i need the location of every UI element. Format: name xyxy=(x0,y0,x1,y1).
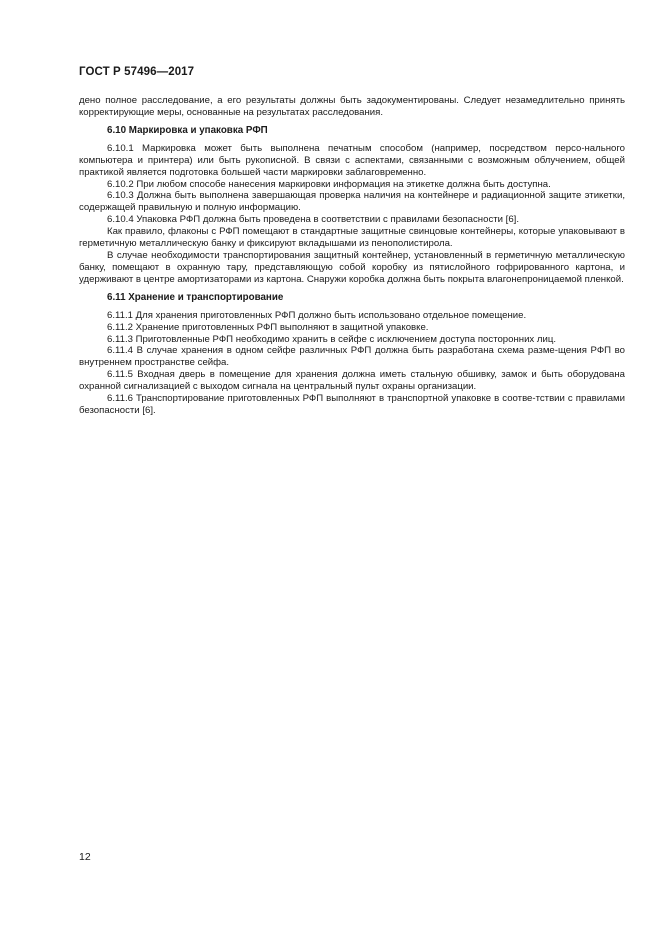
paragraph-6-11-6: 6.11.6 Транспортирование приготовленных РФП выполняют в транспортной упаковке в соотве-тствии с правилами безопасности [6]. xyxy=(79,393,625,416)
paragraph-6-11-4: 6.11.4 В случае хранения в одном сейфе различных РФП должна быть разработана схема разме-щения РФП во внутреннем пространстве сейфа. xyxy=(79,345,625,369)
intro-paragraph: дено полное расследование, а его результаты должны быть задокументированы. Следует незамедлительно принять корректирующие меры, основанные на результатах расследования. xyxy=(79,95,625,118)
page-number: 12 xyxy=(79,851,91,863)
paragraph-6-10-2: 6.10.2 При любом способе нанесения маркировки информация на этикетке должна быть доступна. xyxy=(107,178,551,190)
document-header: ГОСТ Р 57496—2017 xyxy=(79,66,195,78)
section-heading-6-11: 6.11 Хранение и транспортирование xyxy=(107,291,284,303)
paragraph-6-11-2: 6.11.2 Хранение приготовленных РФП выполняют в защитной упаковке. xyxy=(107,321,429,333)
section-heading-6-10: 6.10 Маркировка и упаковка РФП xyxy=(107,124,268,136)
paragraph-6-10-1: 6.10.1 Маркировка может быть выполнена печатным способом (например, посредством персо-нального компьютера и принтера) или быть рукописной. В связи с аспектами, связанными с возможным облучением, общей практикой является подготовка большей части маркировки заблаговременно. xyxy=(79,142,625,178)
paragraph-6-10-3: 6.10.3 Должна быть выполнена завершающая проверка наличия на контейнере и радиационной защите этикетки, содержащей правильную и полную информацию. xyxy=(79,190,625,214)
document-body xyxy=(79,95,625,417)
paragraph-6-11-1: 6.11.1 Для хранения приготовленных РФП должно быть использовано отдельное помещение. xyxy=(107,309,527,321)
paragraph-6-11-5: 6.11.5 Входная дверь в помещение для хранения должна иметь стальную обшивку, замок и быть оборудована охранной сигнализацией с выходом сигнала на центральный пульт охраны организации. xyxy=(79,369,625,393)
paragraph-6-10-4-note-1: Как правило, флаконы с РФП помещают в стандартные защитные свинцовые контейнеры, которые упаковывают в герметичную металлическую банку и фиксируют вкладышами из пенополистирола. xyxy=(79,226,625,250)
paragraph-6-10-4-note-2: В случае необходимости транспортирования защитный контейнер, установленный в герметичную металлическую банку, помещают в охранную тару, представляющую собой коробку из пятислойного гофрированного картона, и удерживают в центре амортизаторами из картона. Снаружи коробка должна быть покрыта влагонепроницаемой пленкой. xyxy=(79,249,625,285)
paragraph-6-11-3: 6.11.3 Приготовленные РФП необходимо хранить в сейфе с исключением доступа посторонних лиц. xyxy=(107,333,557,345)
paragraph-6-10-4: 6.10.4 Упаковка РФП должна быть проведена в соответствии с правилами безопасности [6]. xyxy=(107,214,519,226)
